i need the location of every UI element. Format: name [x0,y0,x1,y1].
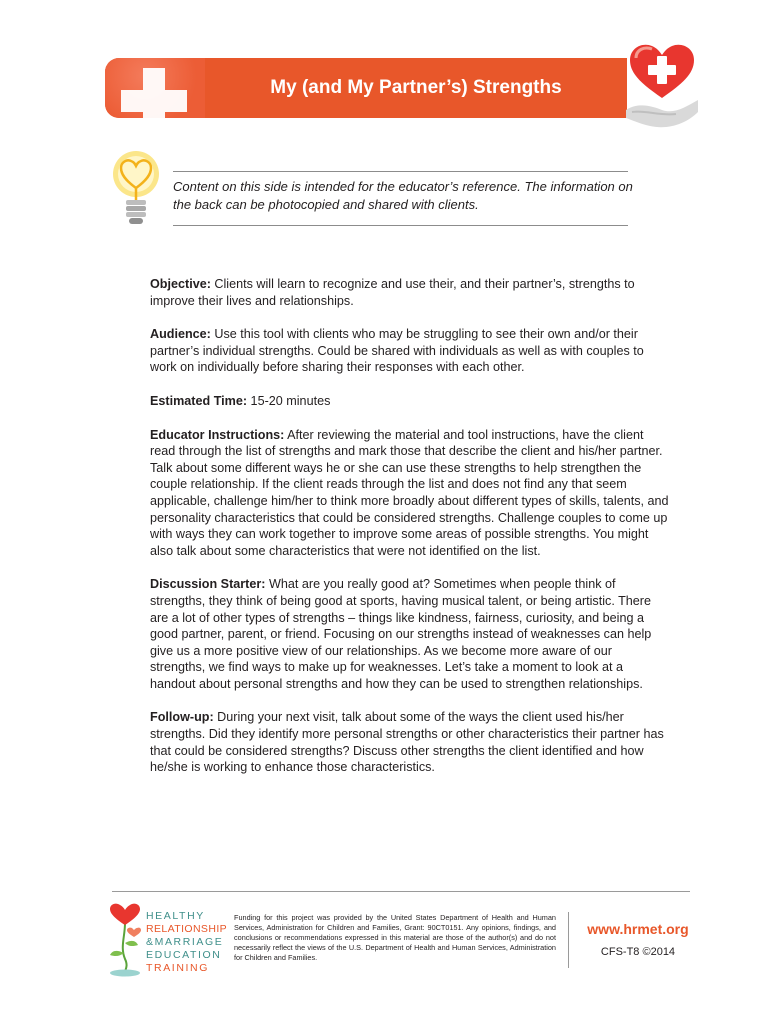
org-line: RELATIONSHIP [146,923,228,935]
org-wordmark [146,910,236,975]
section-label: Educator Instructions: [150,427,285,442]
note-bottom-divider [173,225,628,226]
section-text: During your next visit, talk about some of the ways the client used his/her strengths. Did they identify more personal strengths or other characteristics their partner has that could be considered strengths? Discuss other strengths the client identified and how he/she is working to enhance those characteristics. [150,710,664,775]
section-text: After reviewing the material and tool instructions, have the client read through the list of strengths and mark those that describe the client and his/her partner. Talk about some different ways he or she can use these strengths to help strengthen the couple relationship. If the client reads through the list and does not find any that seem applicable, challenge him/her to think more broadly about different types of skills, talents, and personality characteristics that could be considered strengths. Challenge couples to come up with ways they can work together to improve some areas of possible strengths. You might also talk about some characteristics that were not identified on the list. [150,427,669,558]
website-link[interactable]: www.hrmet.org [587,921,689,937]
page-title: My (and My Partner’s) Strengths [270,77,562,98]
educator-instructions-section [150,427,670,560]
discussion-starter-section [150,576,670,692]
section-label: Objective: [150,277,211,291]
document-code: CFS-T8 ©2014 [600,946,676,958]
section-label: Estimated Time: [150,393,248,408]
medical-cross-icon [117,64,191,118]
flower-hearts-icon [106,903,144,977]
section-text: Use this tool with clients who may be struggling to see their own and/or their partner’s individual strengths. Could be shared with individuals as well as with couples to work on individually before sharing their responses with each other. [150,327,644,375]
section-text: 15-20 minutes [247,393,331,408]
footer-vertical-divider [568,912,569,968]
body-content [150,276,670,793]
audience-section [150,326,670,376]
section-label: Follow-up: [150,710,214,725]
section-text: What are you really good at? Sometimes when people think of strengths, they think of being good at sports, having musical talent, or being artistic. There are a lot of other types of strengths – things like kindness, fairness, curiosity, and being a good partner, parent, or friend. Focusing on our strengths instead of weaknesses can help give us a more positive view of our relationships. As we become more aware of our strengths, we find ways to make up for weaknesses. Let’s take a moment to look at a handout about personal strengths and how they can be used to strengthen relationships. [150,577,652,691]
note-top-divider [173,171,628,172]
follow-up-section [150,709,670,775]
header-banner [105,58,627,118]
estimated-time-section [150,393,670,410]
section-text: Clients will learn to recognize and use their, and their partner’s, strengths to improve their lives and relationships. [150,277,635,308]
org-line: TRAINING [146,962,209,974]
org-line: &MARRIAGE [146,936,224,948]
footer-divider [112,891,690,892]
org-line: HEALTHY [146,910,205,922]
lightbulb-heart-icon [111,150,161,232]
section-label: Discussion Starter: [150,577,266,592]
section-label: Audience: [150,327,211,342]
heart-in-hand-icon [622,40,702,132]
org-line: EDUCATION [146,949,222,961]
objective-section [150,276,670,309]
funding-statement: Funding for this project was provided by the United States Department of Health and Human Services, Administration for Children and Families, Grant: 90CT0151. Any opinions, findings, and conclusions or recommendations expressed in this material are those of the author(s) and do not necessarily reflect the views of the U.S. Department of Health and Human Services, Administration for Children and Families. [234,913,556,962]
educator-note: Content on this side is intended for the educator’s reference. The information on the back can be photocopied and shared with clients. [173,179,633,212]
